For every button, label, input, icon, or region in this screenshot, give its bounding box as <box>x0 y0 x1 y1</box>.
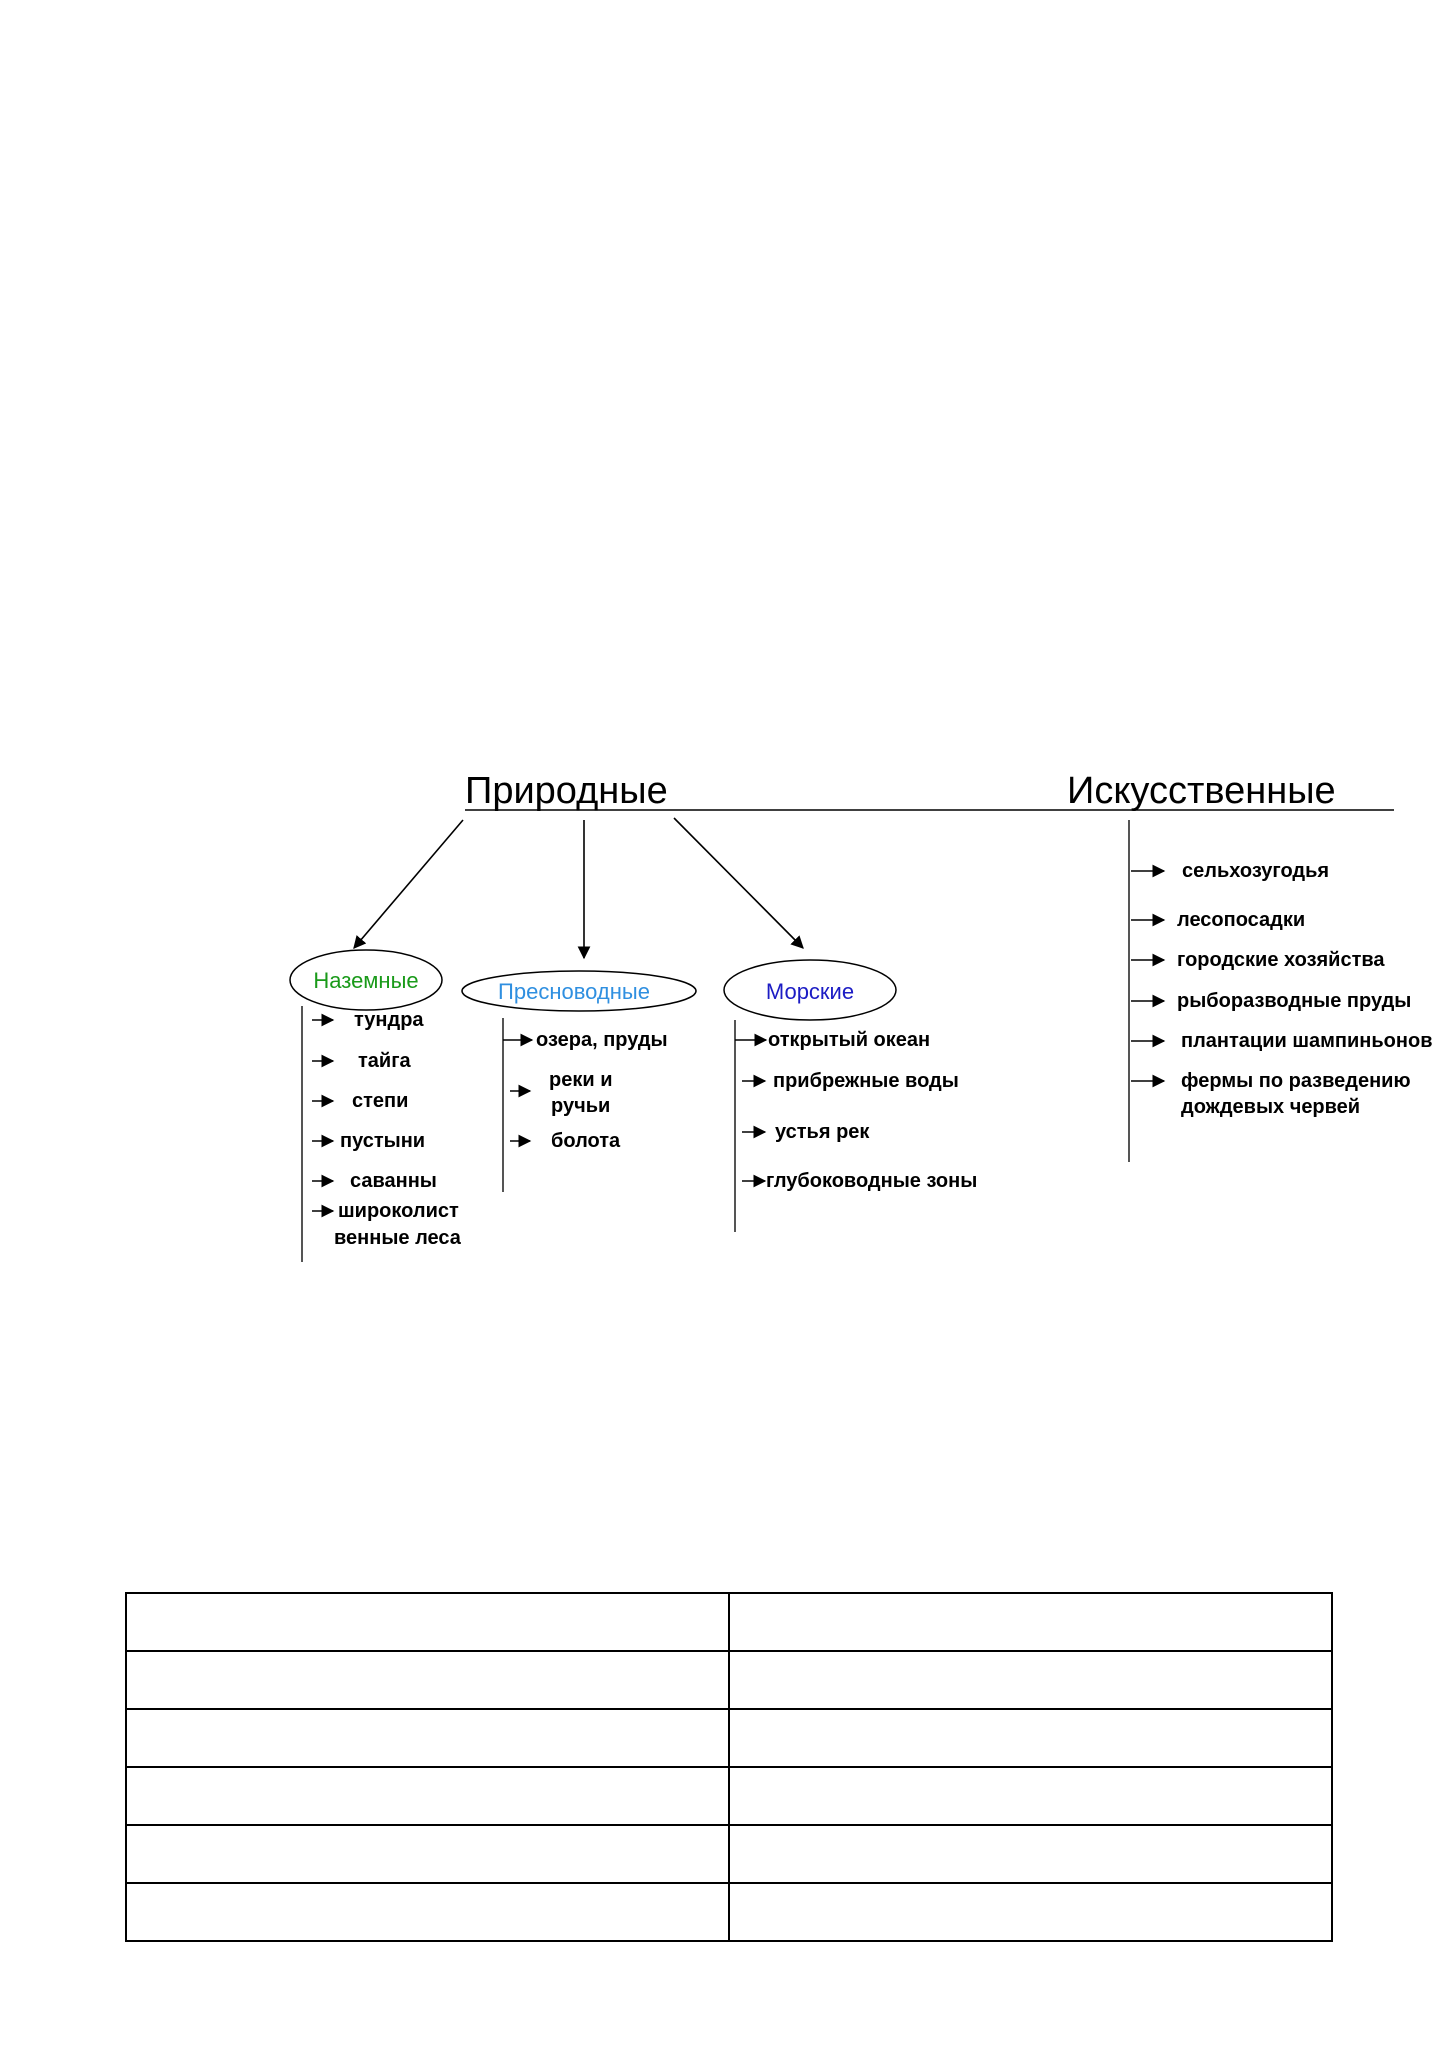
header-natural: Природные <box>465 770 668 812</box>
table-cell <box>126 1709 729 1767</box>
artificial-item-farmland: сельхозугодья <box>1182 860 1330 882</box>
table-row <box>126 1651 1332 1709</box>
artificial-item-worm-farms: фермы по разведению <box>1181 1070 1411 1092</box>
category-marine: Морские <box>765 979 855 1004</box>
table-cell <box>729 1651 1332 1709</box>
terrestrial-item-taiga: тайга <box>358 1050 411 1072</box>
freshwater-item-swamps: болота <box>551 1130 621 1152</box>
terrestrial-item-savannas: саванны <box>350 1170 437 1192</box>
table-row <box>126 1825 1332 1883</box>
terrestrial-item-broadleaf: широколист <box>338 1200 459 1222</box>
header-artificial: Искусственные <box>1067 770 1336 812</box>
marine-item-estuaries: устья рек <box>775 1121 870 1143</box>
table-row <box>126 1767 1332 1825</box>
table-cell <box>729 1593 1332 1651</box>
table-cell <box>126 1593 729 1651</box>
table-cell <box>729 1767 1332 1825</box>
arrow-to-terrestrial <box>354 820 463 948</box>
table-row <box>126 1709 1332 1767</box>
table-cell <box>126 1883 729 1941</box>
marine-item-ocean: открытый океан <box>768 1029 931 1051</box>
table-cell <box>729 1709 1332 1767</box>
marine-item-coastal: прибрежные воды <box>773 1070 959 1092</box>
freshwater-item-streams: ручьи <box>551 1095 611 1117</box>
artificial-item-plantings: лесопосадки <box>1177 909 1306 931</box>
freshwater-item-rivers: реки и <box>549 1069 613 1091</box>
terrestrial-item-forests: венные леса <box>334 1227 461 1249</box>
category-terrestrial: Наземные <box>313 968 419 993</box>
freshwater-item-lakes: озера, пруды <box>536 1029 668 1051</box>
table-cell <box>729 1883 1332 1941</box>
table-body <box>126 1593 1332 1941</box>
table-cell <box>126 1651 729 1709</box>
table-cell <box>729 1825 1332 1883</box>
table-cell <box>126 1825 729 1883</box>
table-row <box>126 1883 1332 1941</box>
empty-table <box>125 1592 1333 1942</box>
category-freshwater: Пресноводные <box>498 979 650 1004</box>
arrow-to-marine <box>674 818 803 948</box>
artificial-item-urban: городские хозяйства <box>1177 949 1385 971</box>
artificial-item-mushrooms: плантации шампиньонов <box>1181 1030 1433 1052</box>
marine-item-deep: глубоководные зоны <box>766 1170 978 1192</box>
table-cell <box>126 1767 729 1825</box>
artificial-item-worms: дождевых червей <box>1181 1096 1361 1118</box>
table-row <box>126 1593 1332 1651</box>
terrestrial-item-tundra: тундра <box>354 1009 424 1031</box>
terrestrial-item-deserts: пустыни <box>340 1130 426 1152</box>
artificial-item-fishponds: рыборазводные пруды <box>1177 990 1412 1012</box>
terrestrial-item-steppes: степи <box>352 1090 409 1112</box>
